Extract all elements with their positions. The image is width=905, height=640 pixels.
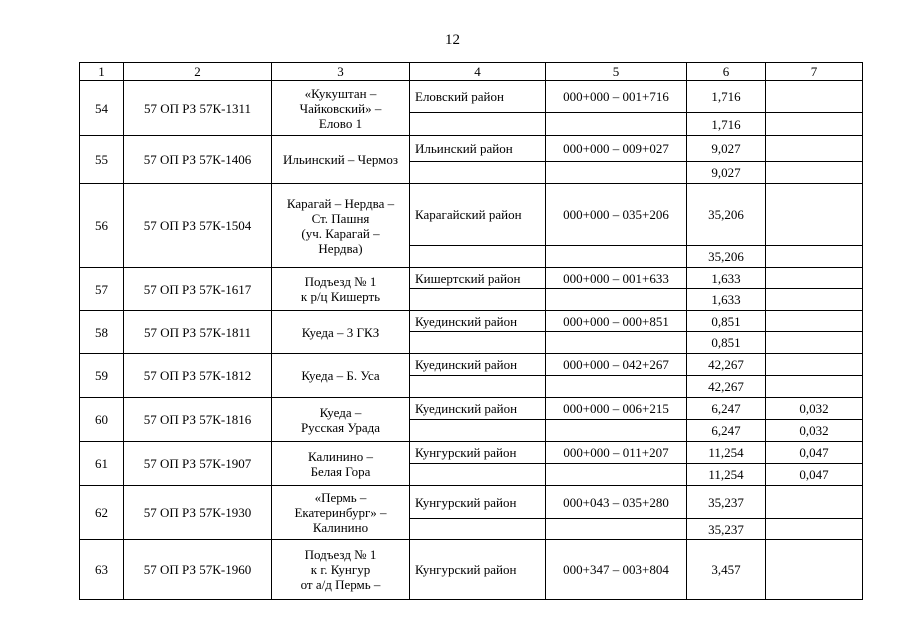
road-name-cell: Ильинский – Чермоз	[272, 136, 410, 184]
district-cell: Карагайский район	[410, 184, 546, 246]
district-cell	[410, 113, 546, 136]
road-name-cell: Подъезд № 1 к р/ц Кишерть	[272, 268, 410, 311]
page-number: 12	[445, 32, 460, 48]
length-cell: 6,247	[687, 398, 766, 420]
column-header: 2	[124, 63, 272, 81]
table-row	[80, 442, 863, 464]
road-code-cell: 57 ОП РЗ 57К-1907	[124, 442, 272, 486]
district-cell	[410, 464, 546, 486]
road-register-table	[79, 62, 863, 600]
row-number-cell: 54	[80, 81, 124, 136]
subtotal-length-cell: 1,633	[687, 289, 766, 311]
col7-cell	[766, 81, 863, 113]
table-row	[80, 268, 863, 289]
km-range-cell	[546, 519, 687, 540]
row-number-cell: 62	[80, 486, 124, 540]
road-code-cell: 57 ОП РЗ 57К-1311	[124, 81, 272, 136]
subtotal-col7-cell	[766, 289, 863, 311]
column-header: 7	[766, 63, 863, 81]
length-cell: 0,851	[687, 311, 766, 332]
district-cell: Ильинский район	[410, 136, 546, 162]
district-cell: Кунгурский район	[410, 540, 546, 600]
col7-cell	[766, 486, 863, 519]
column-header: 5	[546, 63, 687, 81]
district-cell	[410, 376, 546, 398]
district-cell	[410, 332, 546, 354]
length-cell: 1,633	[687, 268, 766, 289]
district-cell: Куединский район	[410, 354, 546, 376]
district-cell	[410, 519, 546, 540]
km-range-cell: 000+000 – 035+206	[546, 184, 687, 246]
road-code-cell: 57 ОП РЗ 57К-1811	[124, 311, 272, 354]
subtotal-col7-cell	[766, 113, 863, 136]
km-range-cell	[546, 332, 687, 354]
km-range-cell	[546, 289, 687, 311]
col7-cell: 0,032	[766, 398, 863, 420]
district-cell	[410, 420, 546, 442]
km-range-cell: 000+347 – 003+804	[546, 540, 687, 600]
road-code-cell: 57 ОП РЗ 57К-1812	[124, 354, 272, 398]
district-cell: Кишертский район	[410, 268, 546, 289]
table-row	[80, 184, 863, 246]
km-range-cell	[546, 376, 687, 398]
road-name-cell: Куеда – Б. Уса	[272, 354, 410, 398]
subtotal-col7-cell: 0,047	[766, 464, 863, 486]
subtotal-length-cell: 42,267	[687, 376, 766, 398]
length-cell: 42,267	[687, 354, 766, 376]
col7-cell: 0,047	[766, 442, 863, 464]
km-range-cell: 000+000 – 001+633	[546, 268, 687, 289]
row-number-cell: 55	[80, 136, 124, 184]
district-cell: Куединский район	[410, 398, 546, 420]
subtotal-col7-cell	[766, 246, 863, 268]
road-name-cell: Подъезд № 1 к г. Кунгур от а/д Пермь –	[272, 540, 410, 600]
road-name-cell: Карагай – Нердва – Ст. Пашня (уч. Карагай – Нердва)	[272, 184, 410, 268]
road-code-cell: 57 ОП РЗ 57К-1406	[124, 136, 272, 184]
subtotal-col7-cell	[766, 376, 863, 398]
district-cell: Кунгурский район	[410, 486, 546, 519]
subtotal-col7-cell: 0,032	[766, 420, 863, 442]
road-code-cell: 57 ОП РЗ 57К-1617	[124, 268, 272, 311]
district-cell: Куединский район	[410, 311, 546, 332]
subtotal-col7-cell	[766, 162, 863, 184]
col7-cell	[766, 311, 863, 332]
road-code-cell: 57 ОП РЗ 57К-1816	[124, 398, 272, 442]
road-name-cell: Калинино – Белая Гора	[272, 442, 410, 486]
row-number-cell: 56	[80, 184, 124, 268]
row-number-cell: 60	[80, 398, 124, 442]
km-range-cell: 000+000 – 009+027	[546, 136, 687, 162]
district-cell	[410, 162, 546, 184]
road-name-cell: «Пермь – Екатеринбург» – Калинино	[272, 486, 410, 540]
row-number-cell: 59	[80, 354, 124, 398]
road-name-cell: Куеда – Русская Урада	[272, 398, 410, 442]
km-range-cell: 000+000 – 011+207	[546, 442, 687, 464]
length-cell: 1,716	[687, 81, 766, 113]
subtotal-length-cell: 35,237	[687, 519, 766, 540]
table-row	[80, 136, 863, 162]
length-cell: 35,237	[687, 486, 766, 519]
district-cell	[410, 289, 546, 311]
km-range-cell: 000+000 – 000+851	[546, 311, 687, 332]
col7-cell	[766, 540, 863, 600]
subtotal-length-cell: 9,027	[687, 162, 766, 184]
subtotal-col7-cell	[766, 519, 863, 540]
length-cell: 3,457	[687, 540, 766, 600]
table-row	[80, 486, 863, 519]
column-header: 6	[687, 63, 766, 81]
road-name-cell: Куеда – 3 ГКЗ	[272, 311, 410, 354]
row-number-cell: 61	[80, 442, 124, 486]
table-row	[80, 311, 863, 332]
district-cell	[410, 246, 546, 268]
km-range-cell: 000+000 – 006+215	[546, 398, 687, 420]
km-range-cell	[546, 162, 687, 184]
row-number-cell: 57	[80, 268, 124, 311]
km-range-cell	[546, 420, 687, 442]
column-header: 3	[272, 63, 410, 81]
subtotal-length-cell: 11,254	[687, 464, 766, 486]
district-cell: Кунгурский район	[410, 442, 546, 464]
km-range-cell: 000+000 – 042+267	[546, 354, 687, 376]
km-range-cell: 000+043 – 035+280	[546, 486, 687, 519]
subtotal-length-cell: 1,716	[687, 113, 766, 136]
header-row	[80, 63, 863, 81]
km-range-cell	[546, 246, 687, 268]
length-cell: 35,206	[687, 184, 766, 246]
road-code-cell: 57 ОП РЗ 57К-1930	[124, 486, 272, 540]
km-range-cell	[546, 464, 687, 486]
row-number-cell: 58	[80, 311, 124, 354]
length-cell: 11,254	[687, 442, 766, 464]
length-cell: 9,027	[687, 136, 766, 162]
col7-cell	[766, 136, 863, 162]
col7-cell	[766, 354, 863, 376]
table-row	[80, 354, 863, 376]
col7-cell	[766, 268, 863, 289]
subtotal-length-cell: 6,247	[687, 420, 766, 442]
subtotal-col7-cell	[766, 332, 863, 354]
col7-cell	[766, 184, 863, 246]
district-cell: Еловский район	[410, 81, 546, 113]
road-name-cell: «Кукуштан – Чайковский» – Елово 1	[272, 81, 410, 136]
subtotal-length-cell: 0,851	[687, 332, 766, 354]
column-header: 4	[410, 63, 546, 81]
road-code-cell: 57 ОП РЗ 57К-1960	[124, 540, 272, 600]
table-row	[80, 81, 863, 113]
table-row	[80, 398, 863, 420]
km-range-cell	[546, 113, 687, 136]
table-row	[80, 540, 863, 600]
row-number-cell: 63	[80, 540, 124, 600]
subtotal-length-cell: 35,206	[687, 246, 766, 268]
column-header: 1	[80, 63, 124, 81]
road-code-cell: 57 ОП РЗ 57К-1504	[124, 184, 272, 268]
km-range-cell: 000+000 – 001+716	[546, 81, 687, 113]
